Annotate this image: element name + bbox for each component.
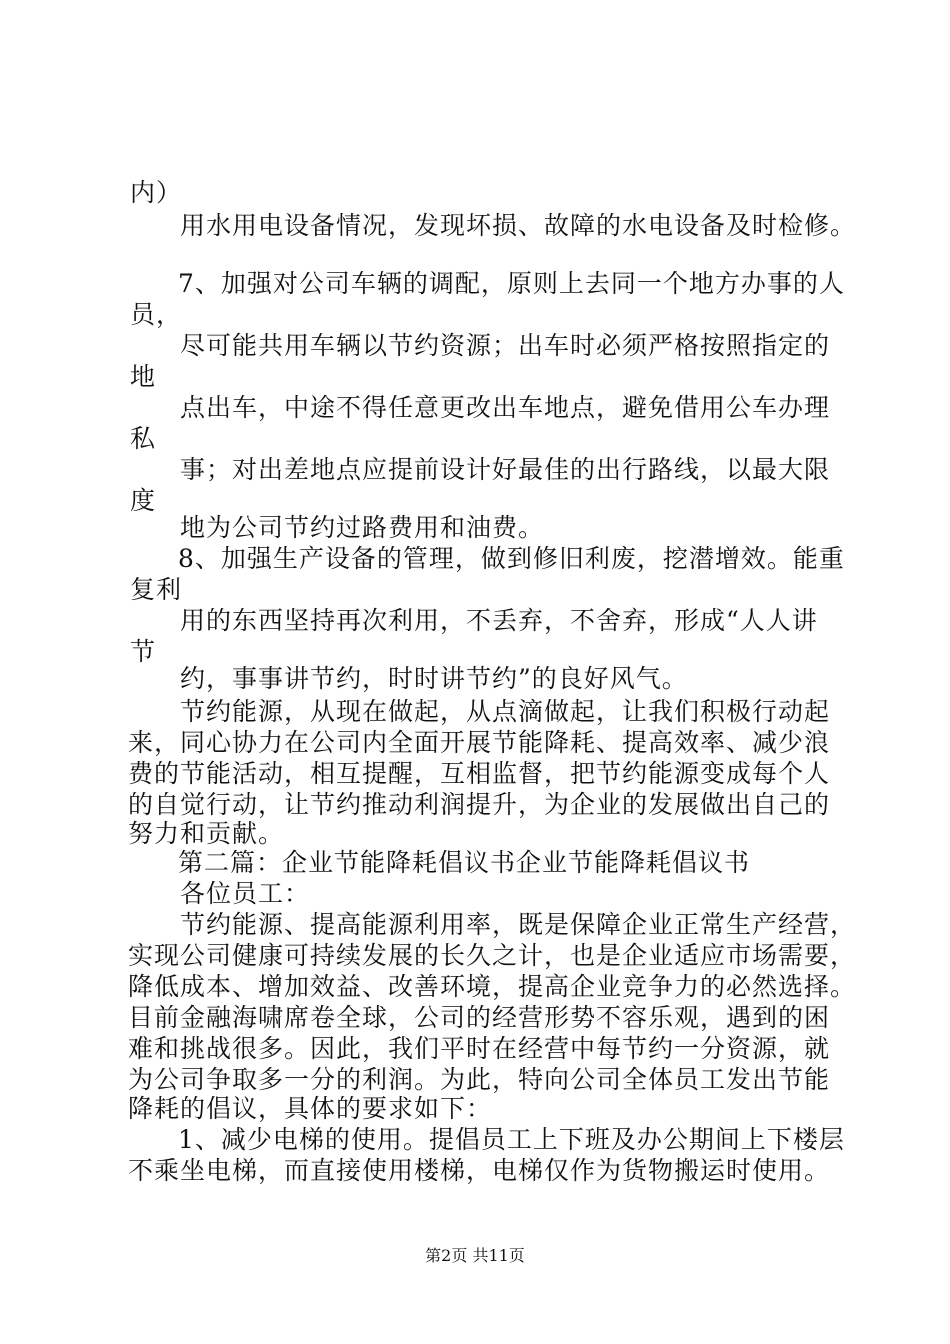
text-line: 地为公司节约过路费用和油费。 [180,513,545,542]
text-line: 约，事事讲节约，时时讲节约”的良好风气。 [180,664,688,693]
text-line: 点出车，中途不得任意更改出车地点，避免借用公车办理 [180,393,831,422]
text-line: 1、减少电梯的使用。提倡员工上下班及办公期间上下楼层 [178,1125,845,1154]
text-line: 8、加强生产设备的管理，做到修旧利废，挖潜增效。能重 [178,544,845,573]
text-line: 目前金融海啸席卷全球，公司的经营形势不容乐观，遇到的困 [128,1003,831,1032]
text-line: 来，同心协力在公司内全面开展节能降耗、提高效率、减少浪 [128,728,831,757]
text-line: 7、加强对公司车辆的调配，原则上去同一个地方办事的人 [178,269,845,298]
text-line: 难和挑战很多。因此，我们平时在经营中每节约一分资源，就 [128,1034,831,1063]
text-line: 事；对出差地点应提前设计好最佳的出行路线，以最大限 [180,455,831,484]
text-line: 节约能源，从现在做起，从点滴做起，让我们积极行动起 [180,697,831,726]
text-line: 为公司争取多一分的利润。为此，特向公司全体员工发出节能 [128,1065,831,1094]
text-line: 私 [130,424,157,453]
text-line: 的自觉行动，让节约推动利润提升，为企业的发展做出自己的 [128,790,831,819]
text-line: 实现公司健康可持续发展的长久之计，也是企业适应市场需要， [128,941,857,970]
text-line: 员， [130,300,183,329]
text-line: 不乘坐电梯，而直接使用楼梯，电梯仅作为货物搬运时使用。 [128,1156,831,1185]
text-line: 降低成本、增加效益、改善环境，提高企业竞争力的必然选择。 [128,972,857,1001]
text-line: 节约能源、提高能源利用率，既是保障企业正常生产经营， [180,910,857,939]
text-line: 节 [130,637,157,666]
text-line: 内） [130,178,183,207]
text-line: 度 [130,486,157,515]
text-line: 复利 [130,575,183,604]
text-line: 用水用电设备情况，发现坏损、故障的水电设备及时检修。 [180,211,857,240]
section-heading: 第二篇：企业节能降耗倡议书企业节能降耗倡议书 [178,848,751,877]
text-line: 努力和贡献。 [128,819,285,848]
text-line: 用的东西坚持再次利用，不丢弃，不舍弃，形成“人人讲 [180,606,818,635]
text-line: 费的节能活动，相互提醒，互相监督，把节约能源变成每个人 [128,759,831,788]
page-number-footer: 第2页 共11页 [425,1246,525,1265]
text-line: 尽可能共用车辆以节约资源；出车时必须严格按照指定的 [180,331,831,360]
text-line: 降耗的倡议，具体的要求如下： [128,1094,493,1123]
salutation: 各位员工： [180,879,311,908]
text-line: 地 [130,362,157,391]
